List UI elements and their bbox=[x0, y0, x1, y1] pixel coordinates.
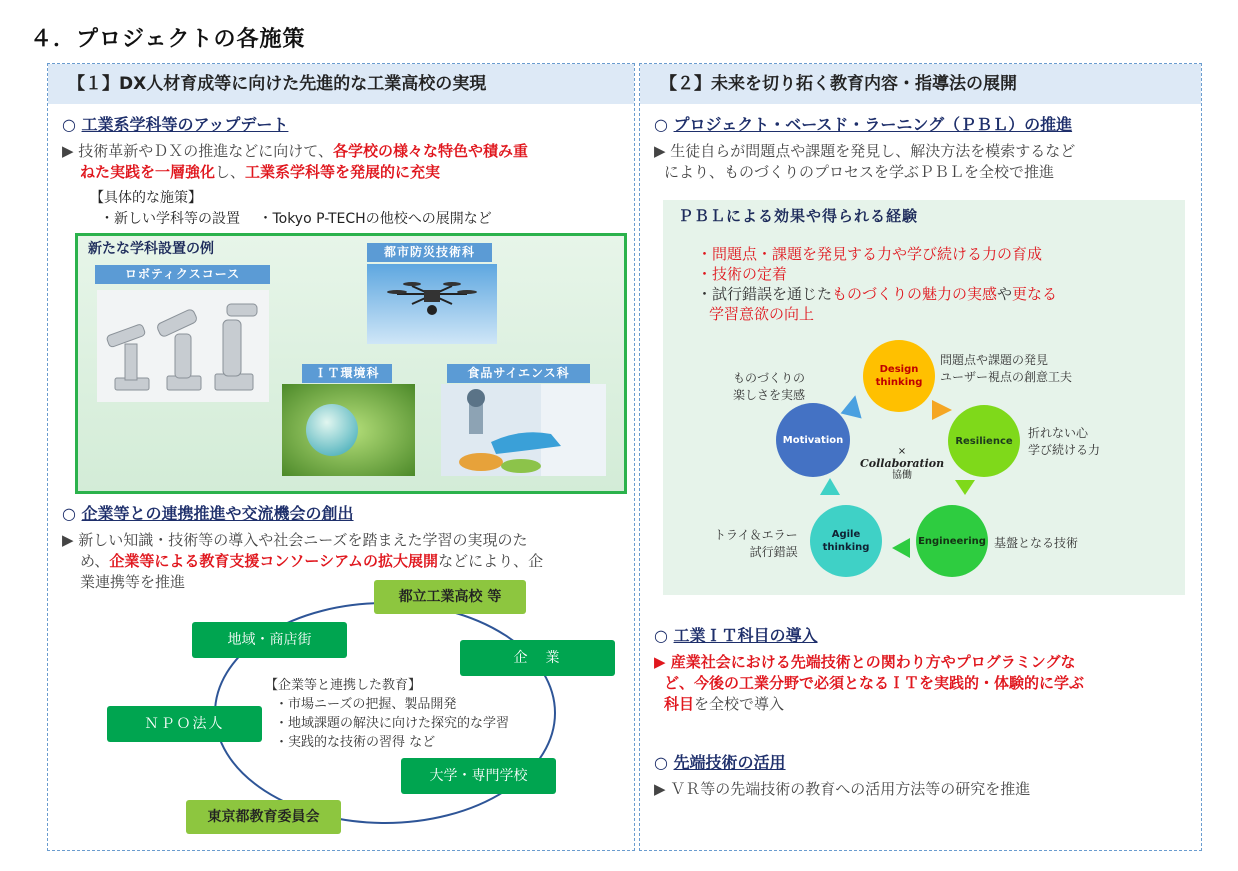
measures-label: 【具体的な施策】 bbox=[90, 190, 202, 206]
tag-food: 食品サイエンス科 bbox=[447, 364, 590, 383]
left-panel-heading: 【１】DX人材育成等に向けた先進的な工業高校の実現 bbox=[48, 64, 634, 104]
sec-update-title: ○ 工業系学科等のアップデート bbox=[62, 115, 289, 134]
sec-pbl-title: ○ プロジェクト・ベースド・ラーニング（ＰＢＬ）の推進 bbox=[654, 115, 1073, 134]
node-tokyo-tech-high: 都立工業高校 等 bbox=[374, 580, 526, 614]
sec-collab-title: ○ 企業等との連携推進や交流機会の創出 bbox=[62, 504, 354, 523]
caption-resilience: 折れない心 学び続ける力 bbox=[1028, 426, 1101, 457]
caption-engineering: 基盤となる技術 bbox=[994, 536, 1079, 550]
caption-agile: トライ＆エラー 試行錯誤 bbox=[714, 528, 798, 559]
page-title: ４．プロジェクトの各施策 bbox=[30, 27, 306, 52]
effects-list: ・問題点・課題を発見する力や学び続ける力の育成 ・技術の定着 ・試行錯誤を通じたものづくりの魅力の実感や更なる 学習意欲の向上 bbox=[697, 245, 1058, 323]
node-design-thinking: Design thinking bbox=[863, 340, 935, 412]
globe-image bbox=[282, 384, 415, 476]
measures-list: ・新しい学科等の設置 ・Tokyo P-TECHの他校への展開など bbox=[100, 211, 492, 227]
node-motivation: Motivation bbox=[776, 403, 850, 477]
cycle-center-label: × Collaboration 協働 bbox=[860, 446, 945, 481]
node-education-board: 東京都教育委員会 bbox=[186, 800, 341, 834]
food-science-image bbox=[441, 384, 606, 476]
sec-update-text: ▶ 技術革新やＤＸの推進などに向けて、各学校の様々な特色や積み重 ねた実践を一層強化し、工業系学科等を発展的に充実 bbox=[62, 142, 529, 181]
node-agile-thinking: Agile thinking bbox=[810, 505, 882, 577]
node-local-shops: 地域・商店街 bbox=[192, 622, 347, 658]
node-resilience: Resilience bbox=[948, 405, 1020, 477]
node-npo: ＮＰＯ法人 bbox=[107, 706, 262, 742]
tag-disaster: 都市防災技術科 bbox=[367, 243, 492, 262]
right-panel-heading: 【２】未来を切り拓く教育内容・指導法の展開 bbox=[640, 64, 1201, 104]
tag-it: ＩＴ環境科 bbox=[302, 364, 392, 383]
caption-design: 問題点や課題の発見 ユーザー視点の創意工夫 bbox=[940, 353, 1073, 384]
sec-it-text: ▶ 産業社会における先端技術との関わり方やプログラミングな ど、今後の工業分野で必須となるＩＴを実践的・体験的に学ぶ 科目を全校で導入 bbox=[654, 653, 1085, 713]
sec-advanced-title: ○ 先端技術の活用 bbox=[654, 753, 786, 772]
collab-education-list: 【企業等と連携した教育】 ・市場ニーズの把握、製品開発 ・地域課題の解決に向けた探究的な学習 ・実践的な技術の習得 など bbox=[265, 678, 510, 750]
drone-image bbox=[367, 264, 497, 344]
node-engineering: Engineering bbox=[916, 505, 988, 577]
sec-pbl-text: ▶ 生徒自らが問題点や課題を発見し、解決方法を模索するなど により、ものづくりのプロセスを学ぶＰＢＬを全校で推進 bbox=[654, 142, 1076, 181]
sec-collab-text: ▶ 新しい知識・技術等の導入や社会ニーズを踏まえた学習の実現のた め、企業等による教育支援コンソーシアムの拡大展開などにより、企 業連携等を推進 bbox=[62, 531, 544, 591]
caption-motivation: ものづくりの 楽しさを実感 bbox=[733, 371, 806, 402]
node-company: 企 業 bbox=[460, 640, 615, 676]
sec-advanced-text: ▶ ＶＲ等の先端技術の教育への活用方法等の研究を推進 bbox=[654, 780, 1031, 798]
tag-robotics: ロボティクスコース bbox=[95, 265, 270, 284]
sec-it-title: ○ 工業ＩＴ科目の導入 bbox=[654, 626, 818, 645]
effects-title: ＰＢＬによる効果や得られる経験 bbox=[678, 207, 919, 225]
example-label: 新たな学科設置の例 bbox=[88, 241, 214, 257]
node-university: 大学・専門学校 bbox=[401, 758, 556, 794]
robot-arms-image bbox=[97, 290, 269, 402]
